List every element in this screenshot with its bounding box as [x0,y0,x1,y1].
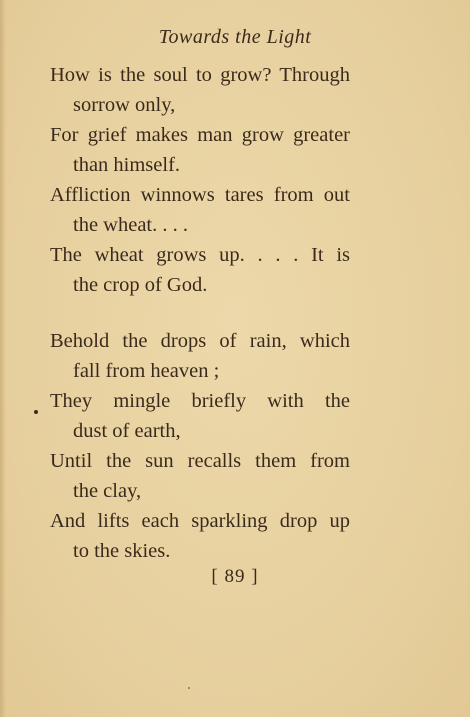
verse-line-continuation: sorrow only, [73,94,176,116]
page-edge-shadow [0,0,6,717]
verse-line-continuation: the clay, [73,480,142,502]
paper-speck [188,687,190,689]
verse-line: And lifts each sparkling drop up [50,510,350,532]
verse-line-continuation: the crop of God. [73,274,208,296]
page-number: [ 89 ] [211,566,259,587]
verse-line: For grief makes man grow greater [50,124,350,146]
stanza-1 [50,60,350,300]
verse-line: Behold the drops of rain, which [50,330,350,352]
verse-line-continuation: dust of earth, [73,420,181,442]
verse-line-continuation: the wheat. . . . [73,214,188,236]
running-head: Towards the Light [158,26,312,48]
verse-line: Affliction winnows tares from out [50,184,350,206]
ink-speck [34,410,38,414]
stanza-2 [50,326,350,566]
verse-line: How is the soul to grow? Through [50,64,350,86]
verse-line-continuation: fall from heaven ; [73,360,220,382]
verse-line: They mingle briefly with the [50,390,350,412]
verse-line-continuation: to the skies. [73,540,171,562]
verse-line-continuation: than himself. [73,154,181,176]
verse-line: Until the sun recalls them from [50,450,350,472]
verse-line: The wheat grows up. . . . It is [50,244,350,266]
